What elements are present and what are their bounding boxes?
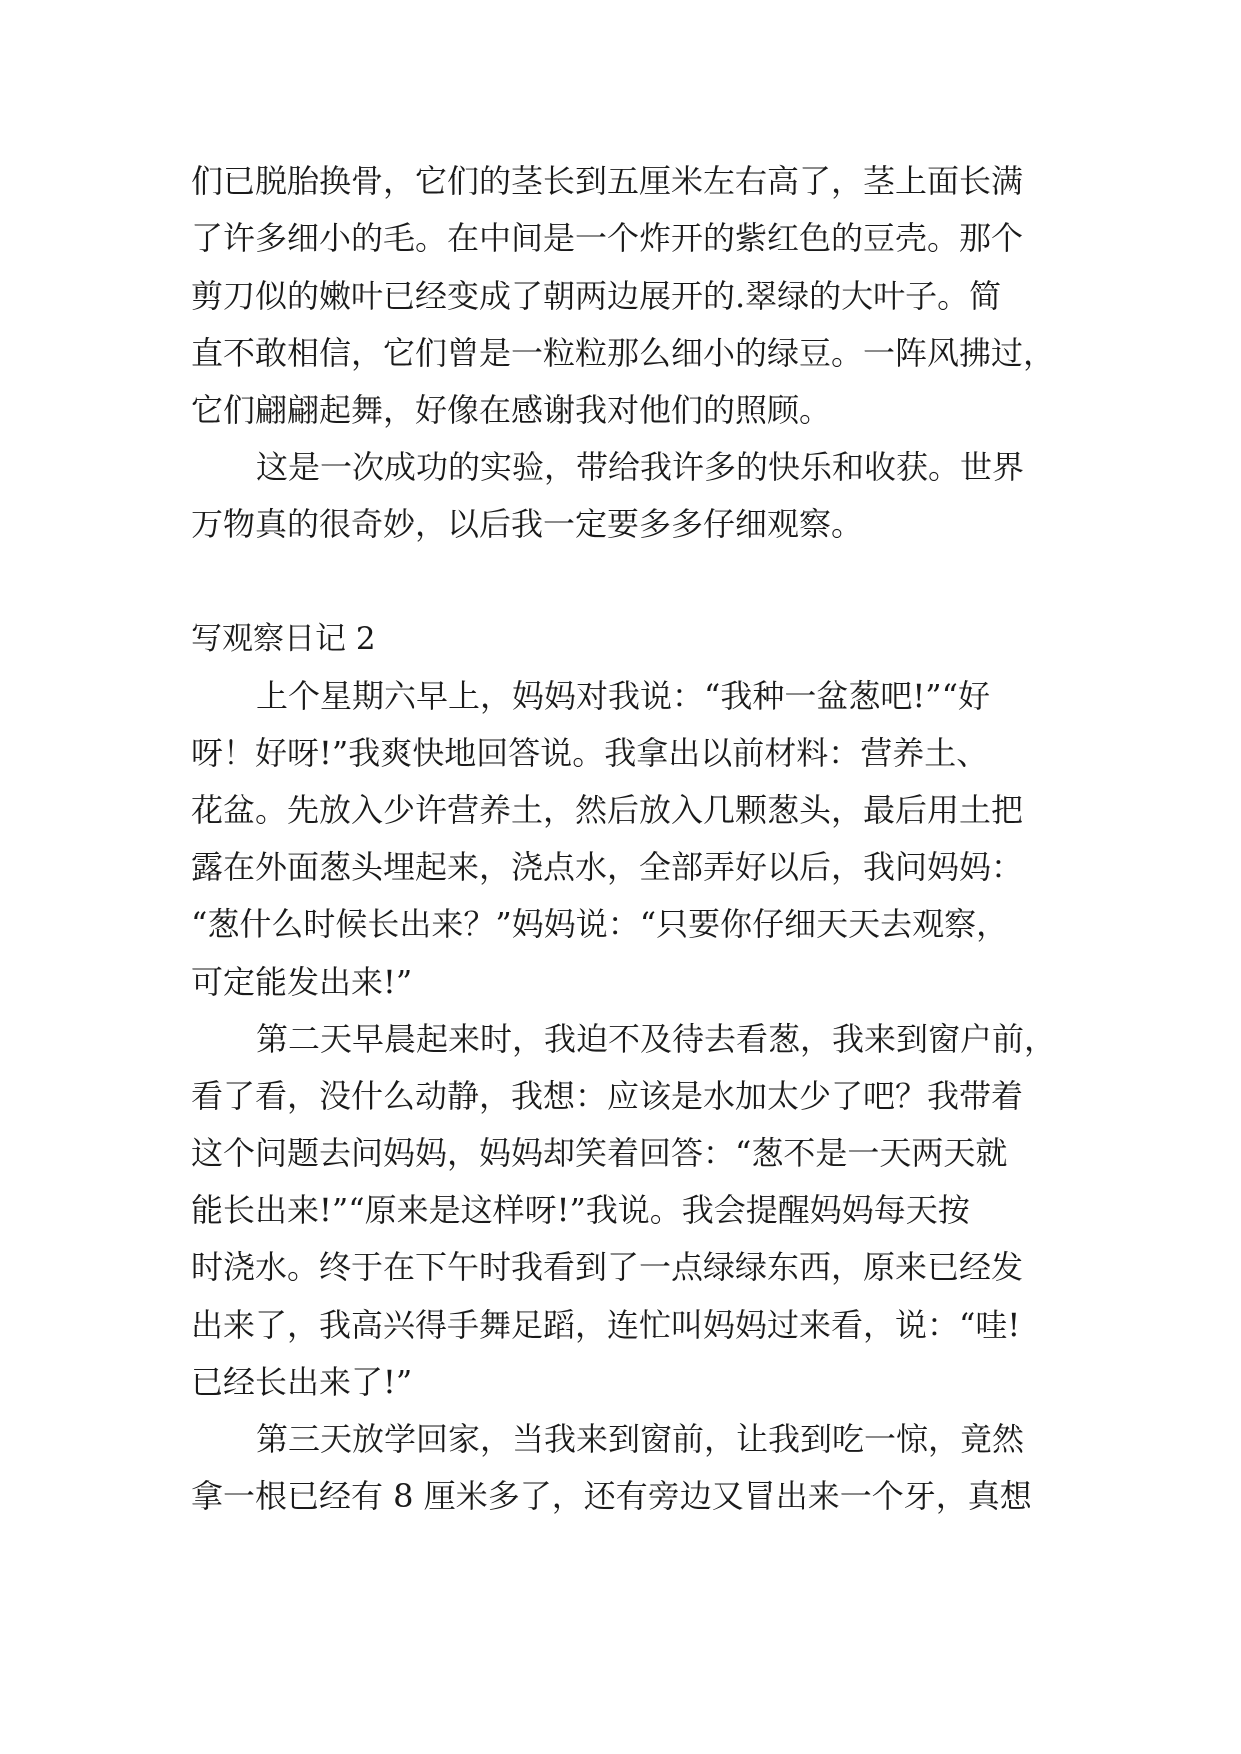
text-line: 拿一根已经有 8 厘米多了，还有旁边又冒出来一个牙，真想	[191, 1477, 1032, 1515]
text-line: 万物真的很奇妙，以后我一定要多多仔细观察。	[191, 505, 864, 543]
text-line: 第三天放学回家，当我来到窗前，让我到吃一惊，竟然	[256, 1420, 1025, 1458]
text-line: 剪刀似的嫩叶已经变成了朝两边展开的.翠绿的大叶子。简	[191, 277, 1002, 315]
text-line: 上个星期六早上，妈妈对我说：“我种一盆葱吧!”“好	[256, 677, 990, 715]
text-line: 时浇水。终于在下午时我看到了一点绿绿东西，原来已经发	[191, 1248, 1024, 1286]
text-line: 它们翩翩起舞，好像在感谢我对他们的照顾。	[191, 391, 832, 429]
text-line: 看了看，没什么动静，我想：应该是水加太少了吧？我带着	[191, 1077, 1024, 1115]
text-line: “葱什么时候长出来？”妈妈说：“只要你仔细天天去观察，	[191, 905, 1009, 943]
text-line: 这是一次成功的实验，带给我许多的快乐和收获。世界	[256, 448, 1025, 486]
text-line: 直不敢相信，它们曾是一粒粒那么细小的绿豆。一阵风拂过，	[191, 334, 1056, 372]
text-line: 们已脱胎换骨，它们的茎长到五厘米左右高了，茎上面长满	[191, 162, 1024, 200]
text-line: 已经长出来了!”	[191, 1363, 413, 1401]
text-line: 露在外面葱头埋起来，浇点水，全部弄好以后，我问妈妈：	[191, 848, 1024, 886]
text-line: 能长出来!”“原来是这样呀!”我说。我会提醒妈妈每天按	[191, 1191, 970, 1229]
text-line: 呀！好呀!”我爽快地回答说。我拿出以前材料：营养土、	[191, 734, 989, 772]
section-title: 写观察日记 2	[191, 621, 376, 657]
text-line: 第二天早晨起来时，我迫不及待去看葱，我来到窗户前，	[256, 1020, 1057, 1058]
text-line: 可定能发出来!”	[191, 963, 413, 1001]
text-line: 出来了，我高兴得手舞足蹈，连忙叫妈妈过来看，说：“哇!	[191, 1306, 1021, 1344]
text-line: 了许多细小的毛。在中间是一个炸开的紫红色的豆壳。那个	[191, 219, 1024, 257]
text-line: 这个问题去问妈妈，妈妈却笑着回答：“葱不是一天两天就	[191, 1134, 1008, 1172]
text-line: 花盆。先放入少许营养土，然后放入几颗葱头，最后用土把	[191, 791, 1024, 829]
